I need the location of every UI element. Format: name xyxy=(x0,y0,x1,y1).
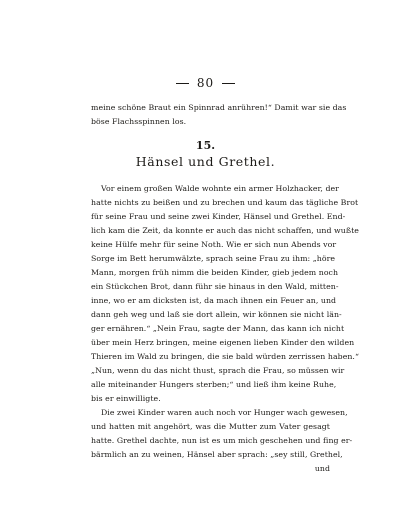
body-text-line: dann geh weg und laß sie dort allein, wir können sie nicht län- xyxy=(91,310,342,319)
body-text-line: Thieren im Wald zu bringen, die sie bald würden zerrissen haben.“ xyxy=(91,352,360,361)
body-text-line: alle miteinander Hungers sterben;“ und ließ ihm keine Ruhe, xyxy=(91,380,337,389)
body-text-line: inne, wo er am dicksten ist, da mach ihnen ein Feuer an, und xyxy=(91,296,337,305)
body-text-line: und hatten mit angehört, was die Mutter zum Vater gesagt xyxy=(91,422,330,431)
body-text-line: Die zwei Kinder waren auch noch vor Hunger wach gewesen, xyxy=(101,408,348,417)
catchword: und xyxy=(314,464,330,473)
body-text-line: „Nun, wenn du das nicht thust, sprach die Frau, so müssen wir xyxy=(91,366,345,375)
section-title: Hänsel und Grethel. xyxy=(135,154,276,169)
body-text-line: Vor einem großen Walde wohnte ein armer Holzhacker, der xyxy=(101,184,339,193)
page-number: 80 xyxy=(196,76,215,90)
header-dash-right xyxy=(222,83,235,84)
body-text-line: hatte nichts zu beißen und zu brechen und kaum das tägliche Brot xyxy=(91,198,359,207)
body-text-line: Mann, morgen früh nimm die beiden Kinder, gieb jedem noch xyxy=(91,268,339,277)
previous-text-line: meine schöne Braut ein Spinnrad anrühren!“ Damit war sie das xyxy=(91,103,347,112)
body-text-line: über mein Herz bringen, meine eigenen lieben Kinder den wilden xyxy=(91,338,355,347)
body-text-line: ein Stückchen Brot, dann führ sie hinaus in den Wald, mitten- xyxy=(91,282,339,291)
header-dash-left xyxy=(176,83,189,84)
body-text-line: hatte. Grethel dachte, nun ist es um mich geschehen und fing er- xyxy=(91,436,353,445)
body-text-line: bis er einwilligte. xyxy=(91,394,161,403)
page-header xyxy=(0,76,411,90)
body-text-line: keine Hülfe mehr für seine Noth. Wie er sich nun Abends vor xyxy=(91,240,337,249)
body-text-line: lich kam die Zeit, da konnte er auch das nicht schaffen, und wußte xyxy=(91,226,359,235)
body-text-line: ger ernähren.“ „Nein Frau, sagte der Mann, das kann ich nicht xyxy=(91,324,345,333)
body-text-line: Sorge im Bett herumwälzte, sprach seine Frau zu ihm: „höre xyxy=(91,254,336,263)
section-number: 15. xyxy=(195,139,216,152)
body-text-line: bärmlich an zu weinen, Hänsel aber sprach: „sey still, Grethel, xyxy=(91,450,343,459)
body-text-line: für seine Frau und seine zwei Kinder, Hänsel und Grethel. End- xyxy=(91,212,346,221)
previous-text-line: böse Flachsspinnen los. xyxy=(91,117,187,126)
